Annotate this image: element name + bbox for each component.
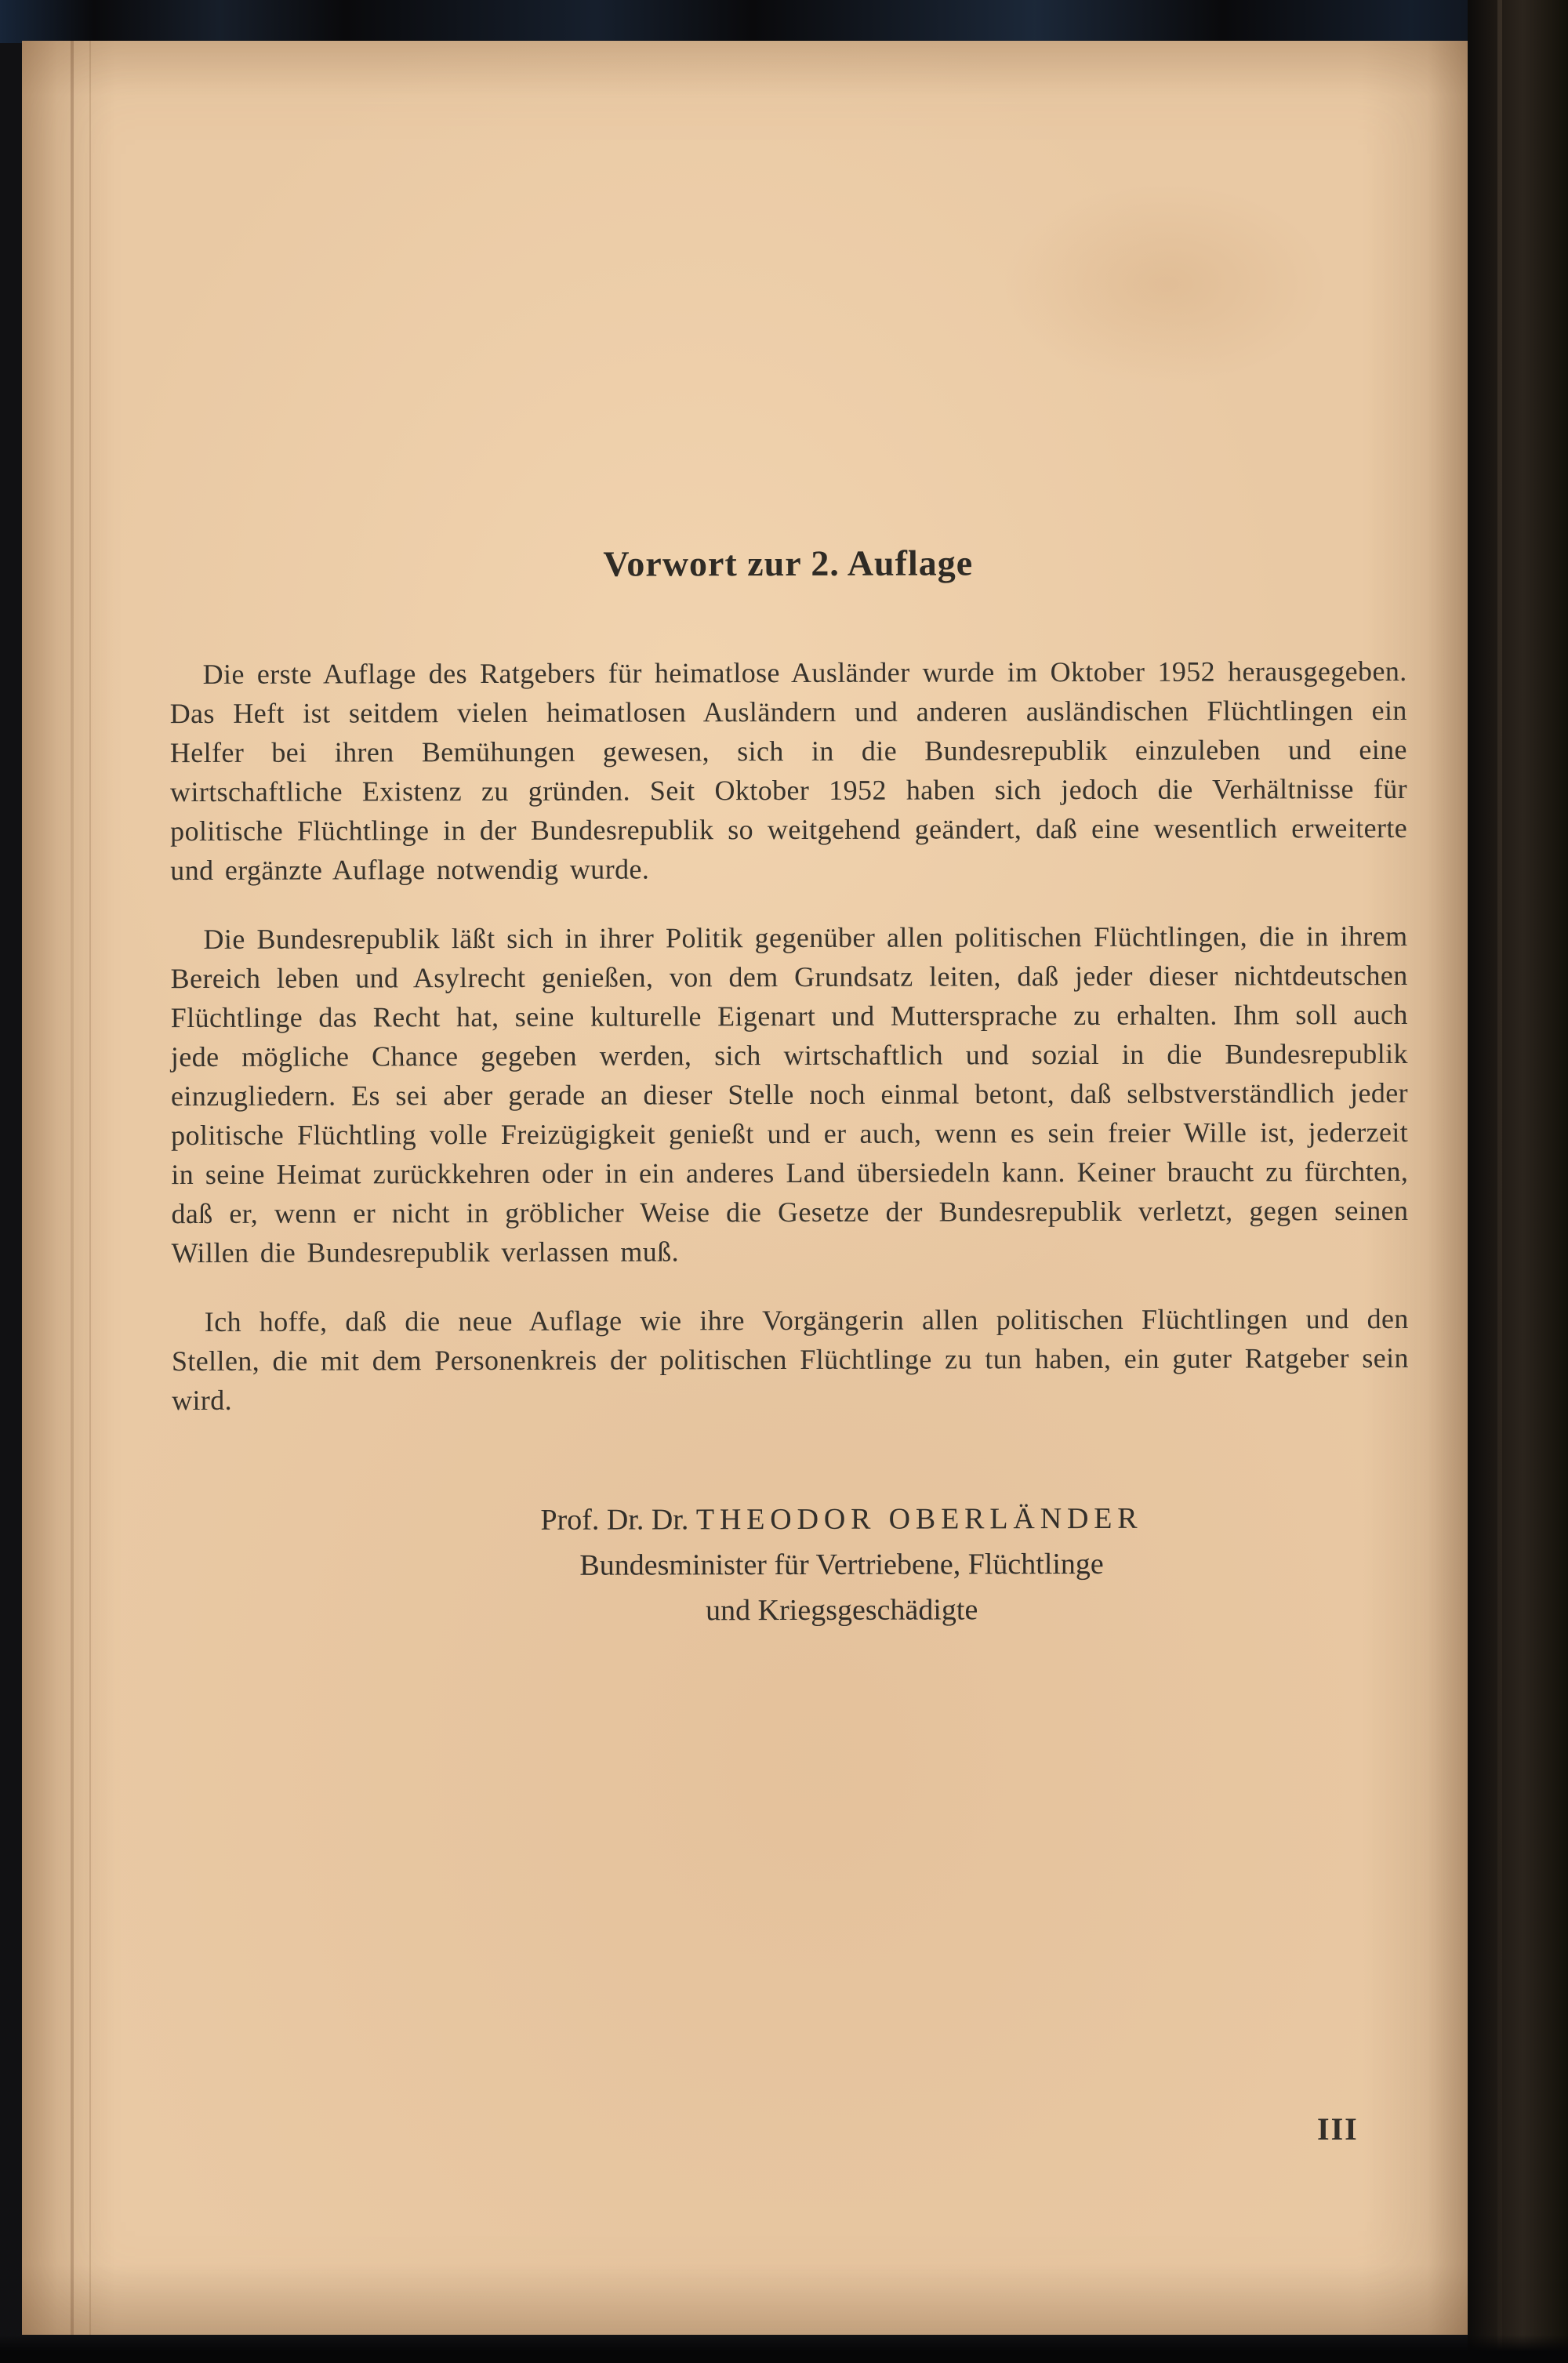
signature-line-3: und Kriegsgeschädigte <box>706 1593 978 1628</box>
book-cover-edge <box>1468 0 1568 2363</box>
page-content <box>169 541 1410 1635</box>
page-number: III <box>1317 2111 1359 2147</box>
cover-highlight <box>1497 0 1502 2363</box>
spine-crease <box>71 41 74 2335</box>
paragraph-1: Die erste Auflage des Ratgebers für heimatlose Ausländer wurde im Oktober 1952 herausgegeben. Das Heft ist seitdem vielen heimatlosen Ausländern und anderen ausländischen Flüchtlingen ein Helfer bei ihren Bemühungen gewesen, sich in die Bundesrepublik einzuleben und eine wirtschaftliche Existenz zu gründen. Seit Oktober 1952 haben sich jedoch die Verhältnisse für politische Flüchtlinge in der Bundesrepublik so weitgehend geändert, daß eine wesentlich erweiterte und ergänzte Auflage notwendig wurde. <box>169 655 1408 887</box>
page-title: Vorwort zur 2. Auflage <box>603 543 974 584</box>
photo-bottom-edge <box>0 2335 1568 2363</box>
signature-line-2: Bundesminister für Vertriebene, Flüchtlinge <box>579 1547 1104 1582</box>
signature-prefix: Prof. Dr. Dr. <box>540 1503 689 1537</box>
photo-top-edge <box>0 0 1568 43</box>
paper-stain <box>1002 182 1331 386</box>
book-page <box>22 41 1471 2335</box>
signature-block <box>172 1495 1409 1635</box>
spine-crease-secondary <box>89 41 91 2335</box>
paragraph-3: Ich hoffe, daß die neue Auflage wie ihre Vorgängerin allen politischen Flüchtlingen und den Stellen, die mit dem Personenkreis der politischen Flüchtlinge zu tun haben, ein guter Ratgeber sein wird. <box>171 1302 1409 1417</box>
signature-line-1 <box>274 1495 1409 1544</box>
paragraph-2: Die Bundesrepublik läßt sich in ihrer Politik gegenüber allen politischen Flüchtlingen, die in ihrem Bereich leben und Asylrecht genießen, von dem Grundsatz leiten, daß jeder dieser nichtdeutschen Flüchtlinge das Recht hat, seine kulturelle Eigenart und Muttersprache zu erhalten. Ihm soll auch jede mögliche Chance gegeben werden, sich wirtschaftlich und sozial in die Bundesrepublik einzugliedern. Es sei aber gerade an dieser Stelle noch einmal betont, daß selbstverständlich jeder politische Flüchtling volle Freizügigkeit genießt und er auch, wenn es sein freier Wille ist, jederzeit in seine Heimat zurückkehren oder in ein anderes Land übersiedeln kann. Keiner braucht zu fürchten, daß er, wenn er nicht in gröblicher Weise die Gesetze der Bundesrepublik verletzt, gegen seinen Willen die Bundesrepublik verlassen muß. <box>170 920 1409 1269</box>
signature-name: THEODOR OBERLÄNDER <box>695 1501 1143 1537</box>
